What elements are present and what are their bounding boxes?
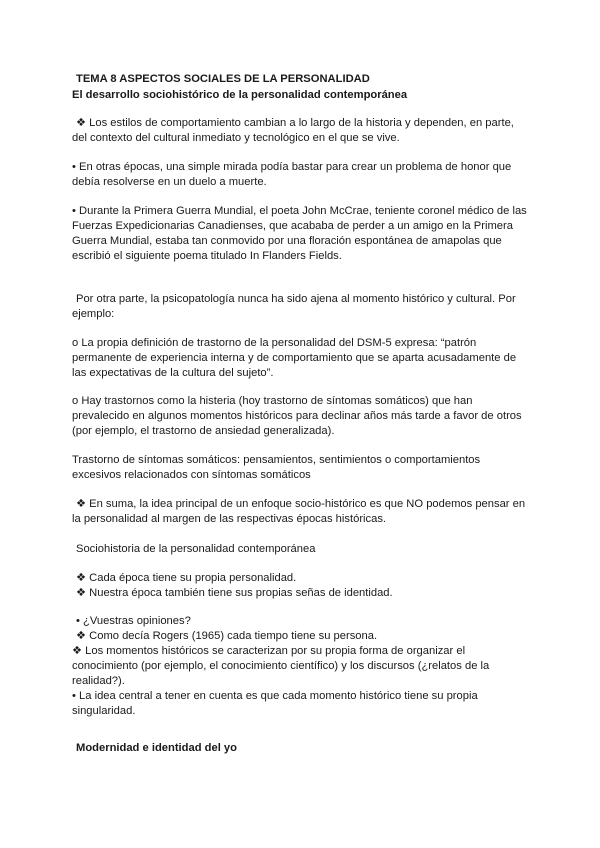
- text-line: permanente de experiencia interna y de comportamiento que se aparta acusadamente de: [72, 352, 517, 364]
- text-line: ❖ Los momentos históricos se caracterizan por su propia forma de organizar el: [72, 645, 466, 657]
- text-line: o Hay trastornos como la histeria (hoy trastorno de síntomas somáticos) que han: [72, 395, 473, 407]
- text-line: ❖ Nuestra época también tiene sus propias señas de identidad.: [76, 587, 393, 599]
- text-line: • La idea central a tener en cuenta es que cada momento histórico tiene su propia: [72, 690, 478, 702]
- text-line: ❖ Cada época tiene su propia personalidad.: [76, 572, 297, 584]
- text-line: Fuerzas Expedicionarias Canadienses, que acababa de perder a un amigo en la Primera: [72, 220, 513, 232]
- text-line: Trastorno de síntomas somáticos: pensamientos, sentimientos o comportamientos: [72, 454, 481, 466]
- text-line: ❖ Los estilos de comportamiento cambian a lo largo de la historia y dependen, en parte,: [76, 117, 514, 129]
- text-line: • En otras épocas, una simple mirada podía bastar para crear un problema de honor que: [72, 161, 512, 173]
- section-label: Sociohistoria de la personalidad contemporánea: [76, 543, 316, 555]
- text-line: excesivos relacionados con síntomas somáticos: [72, 469, 311, 481]
- text-line: las expectativas de la cultura del sujeto”.: [72, 367, 274, 379]
- text-line: ejemplo:: [72, 308, 115, 320]
- text-line: realidad?).: [72, 675, 125, 687]
- text-line: ❖ En suma, la idea principal de un enfoque socio-histórico es que NO podemos pensar en: [76, 498, 526, 510]
- text-line: Guerra Mundial, estaba tan conmovido por una floración espontánea de amapolas que: [72, 235, 502, 247]
- text-line: (por ejemplo, el trastorno de ansiedad generalizada).: [72, 425, 335, 437]
- text-line: prevalecido en algunos momentos históricos para declinar años más tarde a favor de otros: [72, 410, 522, 422]
- text-line: del contexto del cultural inmediato y tecnológico en el que se vive.: [72, 132, 400, 144]
- text-line: Por otra parte, la psicopatología nunca ha sido ajena al momento histórico y cultural. Por: [76, 293, 516, 305]
- text-line: escribió el siguiente poema titulado In Flanders Fields.: [72, 250, 342, 262]
- section-heading: Modernidad e identidad del yo: [76, 742, 237, 754]
- text-line: • ¿Vuestras opiniones?: [76, 615, 191, 627]
- text-line: la personalidad al margen de las respectivas épocas históricas.: [72, 513, 387, 525]
- text-line: o La propia definición de trastorno de la personalidad del DSM-5 expresa: “patrón: [72, 337, 477, 349]
- text-line: • Durante la Primera Guerra Mundial, el poeta John McCrae, teniente coronel médico de las: [72, 205, 527, 217]
- text-line: ❖ Como decía Rogers (1965) cada tiempo tiene su persona.: [76, 630, 378, 642]
- document-title: TEMA 8 ASPECTOS SOCIALES DE LA PERSONALIDAD: [76, 73, 370, 85]
- text-line: debía resolverse en un duelo a muerte.: [72, 176, 267, 188]
- text-line: singularidad.: [72, 705, 136, 717]
- text-line: conocimiento (por ejemplo, el conocimiento científico) y los discursos (¿relatos de la: [72, 660, 490, 672]
- document-subtitle: El desarrollo sociohistórico de la personalidad contemporánea: [72, 89, 408, 101]
